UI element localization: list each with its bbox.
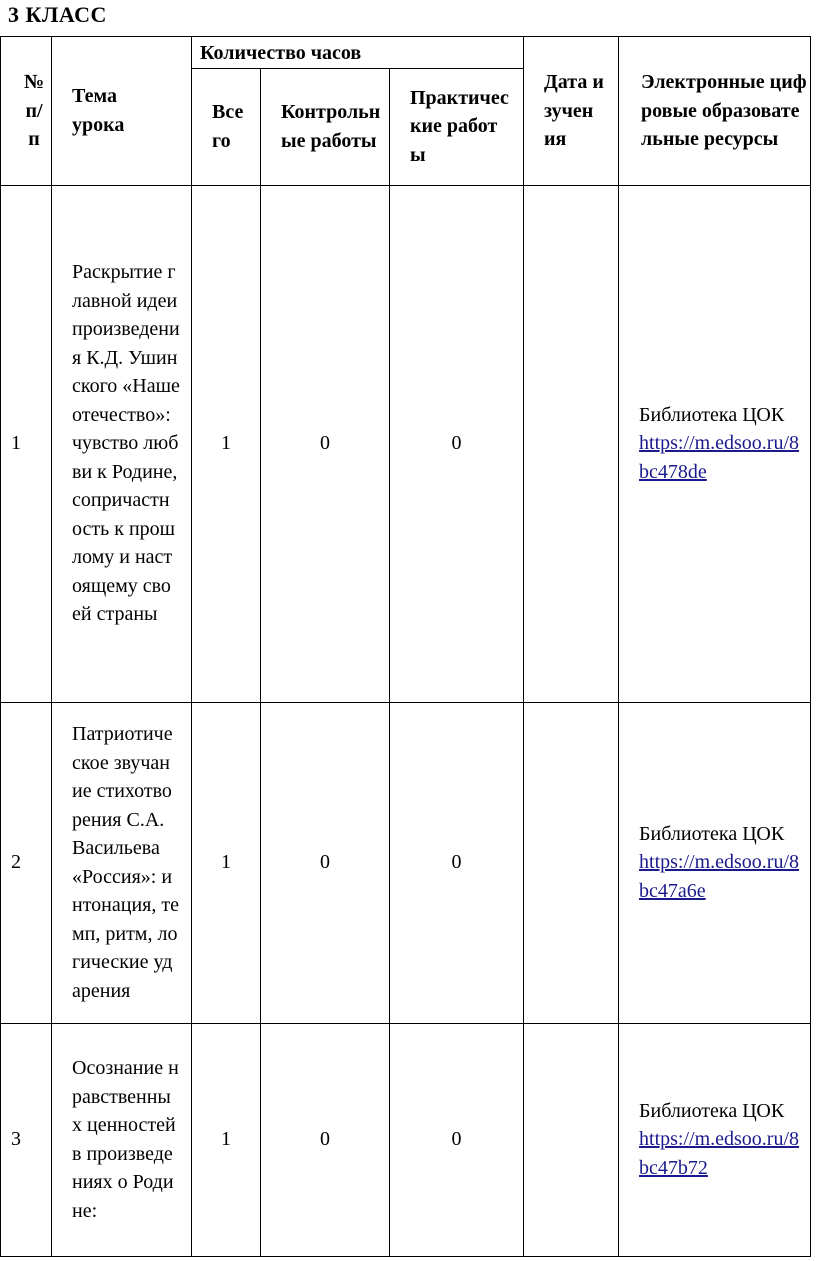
table-row	[1, 702, 811, 1023]
row-num: 1	[1, 185, 52, 702]
row-total: 1	[192, 702, 261, 1023]
library-label: Библиотека ЦОК	[639, 403, 785, 426]
row-practical: 0	[390, 702, 524, 1023]
library-label: Библиотека ЦОК	[639, 822, 785, 845]
header-date: Дата изучения	[524, 37, 619, 186]
row-num: 3	[1, 1023, 52, 1256]
table-row	[1, 1023, 811, 1256]
lessons-table	[0, 36, 811, 1257]
row-date[interactable]	[524, 702, 619, 1023]
header-hours-group: Количество часов	[192, 37, 524, 69]
library-label: Библиотека ЦОК	[639, 1099, 785, 1122]
row-total: 1	[192, 1023, 261, 1256]
header-topic: Тема урока	[52, 37, 192, 186]
row-control: 0	[261, 702, 390, 1023]
resource-link[interactable]: https://m.edsoo.ru/8bc478de	[639, 432, 800, 483]
row-resources	[619, 185, 811, 702]
row-topic: Патриотическое звучание стихотворения С.А. Васильева «Россия»: интонация, темп, ритм, логические ударения	[52, 702, 192, 1023]
header-total: Все го	[192, 68, 261, 185]
row-resources	[619, 702, 811, 1023]
row-num: 2	[1, 702, 52, 1023]
row-practical: 0	[390, 1023, 524, 1256]
header-num: № п/ п	[1, 37, 52, 186]
resource-link[interactable]: https://m.edsoo.ru/8bc47a6e	[639, 851, 800, 902]
table-row	[1, 185, 811, 702]
header-row	[1, 37, 811, 69]
row-date[interactable]	[524, 1023, 619, 1256]
header-practical: Практические работы	[390, 68, 524, 185]
row-date[interactable]	[524, 185, 619, 702]
row-total: 1	[192, 185, 261, 702]
resource-link[interactable]: https://m.edsoo.ru/8bc47b72	[639, 1128, 800, 1179]
page-title: 3 КЛАСС	[8, 2, 107, 27]
header-resources: Электронные цифровые образовательные ресурсы	[619, 37, 811, 186]
row-control: 0	[261, 1023, 390, 1256]
row-topic: Осознание нравственных ценностей в произведениях о Родине:	[52, 1023, 192, 1256]
row-practical: 0	[390, 185, 524, 702]
row-topic: Раскрытие главной идеи произведения К.Д. Ушинского «Наше отечество»: чувство любви к Родине, сопричастность к прошлому и настоящему своей страны	[52, 185, 192, 702]
row-resources	[619, 1023, 811, 1256]
header-control: Контрольные работы	[261, 68, 390, 185]
row-control: 0	[261, 185, 390, 702]
